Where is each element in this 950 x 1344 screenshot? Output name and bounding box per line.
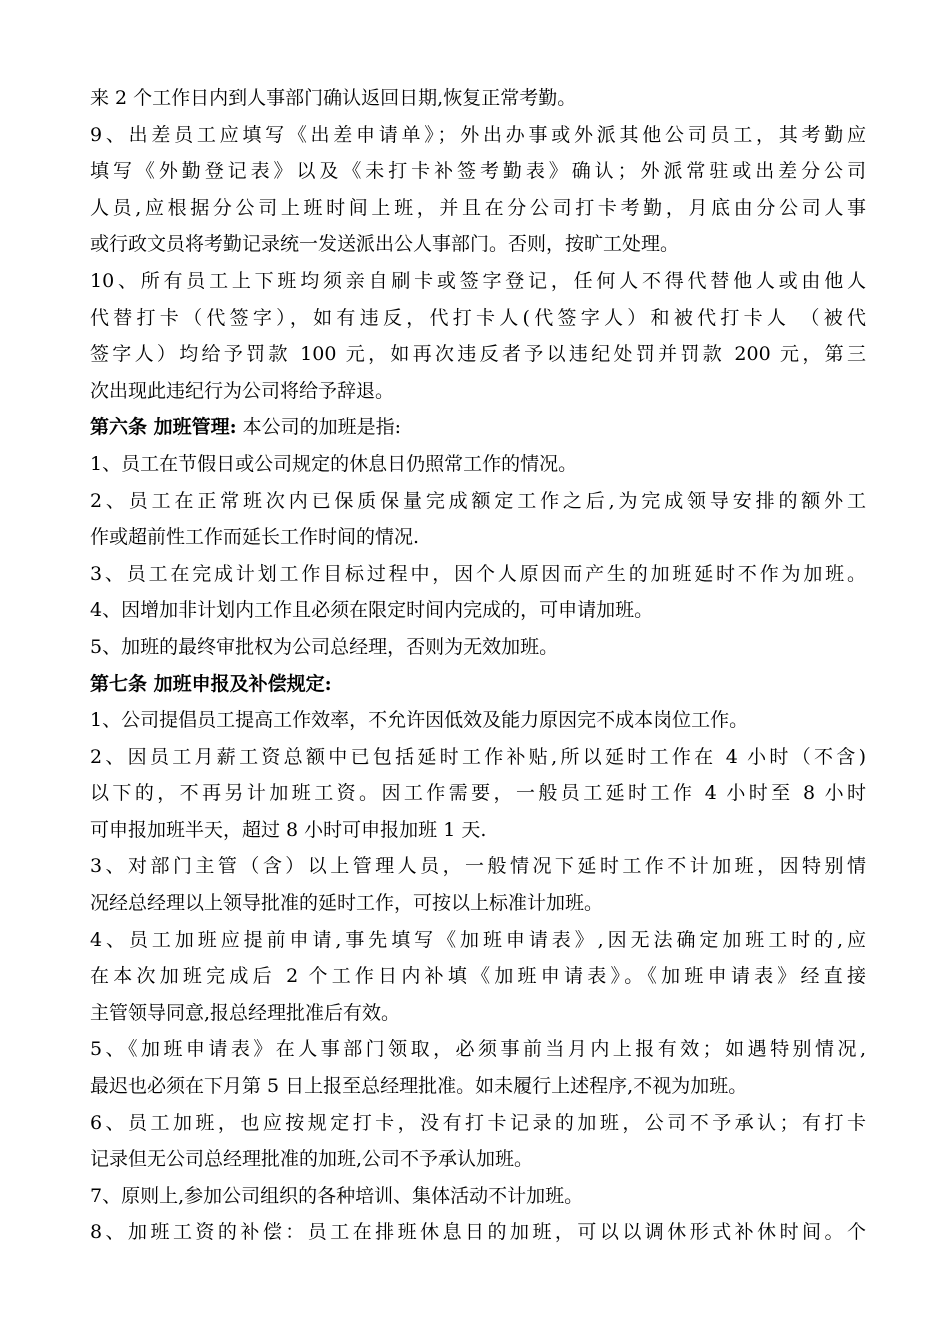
text-line: 代替打卡（代签字），如有违反，代打卡人(代签字人）和被代打卡人 （被代 [90,306,866,329]
section-intro-text: 本公司的加班是指: [236,416,402,439]
text-line: 人员,应根据分公司上班时间上班，并且在分公司打卡考勤，月底由分公司人事 [90,196,866,219]
section-heading: 第七条 加班申报及补偿规定: [90,672,332,695]
text-line: 1、公司提倡员工提高工作效率，不允许因低效及能力原因完不成本岗位工作。 [90,709,749,732]
text-line: 在本次加班完成后 2 个工作日内补填《加班申请表》。《加班申请表》经直接 [90,965,866,988]
section-heading: 第六条 加班管理: [90,416,237,439]
text-line: 4、员工加班应提前申请,事先填写《加班申请表》,因无法确定加班工时的,应 [90,928,866,951]
text-line: 3、对部门主管（含）以上管理人员，一般情况下延时工作不计加班，因特别情 [90,855,866,878]
text-line: 8、加班工资的补偿：员工在排班休息日的加班，可以以调休形式补休时间。个 [90,1221,866,1244]
text-line: 5、《加班申请表》在人事部门领取，必须事前当月内上报有效；如遇特别情况, [90,1038,866,1061]
text-line: 况经总经理以上领导批准的延时工作，可按以上标准计加班。 [90,892,604,915]
text-line: 来 2 个工作日内到人事部门确认返回日期,恢复正常考勤。 [90,87,577,109]
text-line: 次出现此违纪行为公司将给予辞退。 [90,379,395,402]
text-line: 5、加班的最终审批权为公司总经理，否则为无效加班。 [90,635,559,658]
text-line: 作或超前性工作而延长工作时间的情况. [90,526,420,549]
text-line: 主管领导同意,报总经理批准后有效。 [90,1001,401,1024]
text-line: 10、所有员工上下班均须亲自刷卡或签字登记，任何人不得代替他人或由他人 [90,269,866,292]
text-line: 1、员工在节假日或公司规定的休息日仍照常工作的情况。 [90,452,578,475]
text-line: 6、员工加班，也应按规定打卡，没有打卡记录的加班，公司不予承认；有打卡 [90,1111,866,1134]
text-line: 4、因增加非计划内工作且必须在限定时间内完成的，可申请加班。 [90,599,654,622]
text-line: 以下的，不再另计加班工资。因工作需要，一般员工延时工作 4 小时至 8 小时 [90,782,866,805]
text-line: 记录但无公司总经理批准的加班,公司不予承认加班。 [90,1148,534,1171]
text-line: 或行政文员将考勤记录统一发送派出公人事部门。否则，按旷工处理。 [90,233,680,256]
text-line: 最迟也必须在下月第 5 日上报至总经理批准。如未履行上述程序,不视为加班。 [90,1075,748,1098]
text-line: 填写《外勤登记表》以及《未打卡补签考勤表》确认；外派常驻或出差分公司 [90,160,866,183]
text-line: 2、因员工月薪工资总额中已包括延时工作补贴,所以延时工作在 4 小时（不含) [90,745,866,768]
section-heading-line [90,666,866,703]
text-line: 3、员工在完成计划工作目标过程中，因个人原因而产生的加班延时不作为加班。 [90,562,866,585]
text-line: 9、出差员工应填写《出差申请单》；外出办事或外派其他公司员工，其考勤应 [90,123,866,146]
section-heading-line [90,409,866,446]
text-line: 2、员工在正常班次内已保质保量完成额定工作之后,为完成领导安排的额外工 [90,489,866,512]
text-line: 可申报加班半天，超过 8 小时可申报加班 1 天. [90,818,487,841]
text-line: 7、原则上,参加公司组织的各种培训、集体活动不计加班。 [90,1184,584,1207]
text-line: 签字人）均给予罚款 100 元，如再次违反者予以违纪处罚并罚款 200 元，第三 [90,343,866,366]
